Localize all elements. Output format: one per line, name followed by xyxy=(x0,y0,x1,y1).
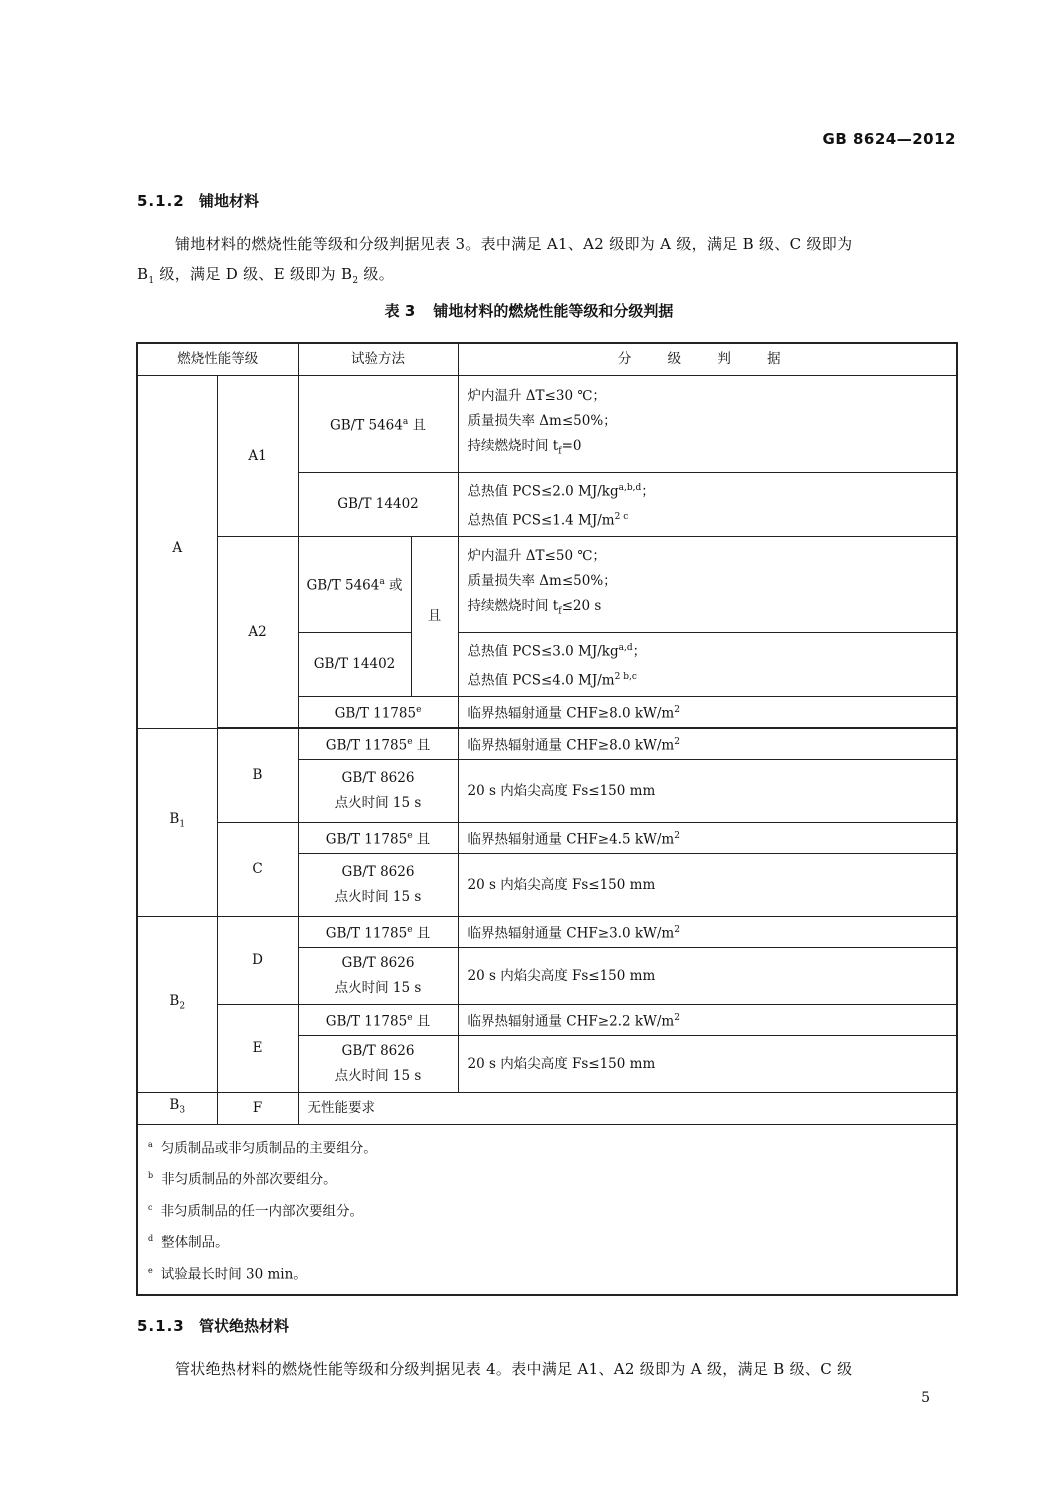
criteria-cell: 20 s 内焰尖高度 Fs≤150 mm xyxy=(458,1036,957,1093)
grade-b: B xyxy=(217,729,298,823)
criteria-cell: 总热值 PCS≤2.0 MJ/kg$^{a,b,d}$； 总热值 PCS≤1.4 $MJ/m^{2 c}$ xyxy=(458,473,957,537)
table-row xyxy=(137,376,957,473)
table-header-row xyxy=(137,343,957,376)
criteria-cell: 临界热辐射通量 CHF≥4.5 $kW/m^2$ xyxy=(458,823,957,854)
method-cell: GB/T 11785e 且 xyxy=(298,729,458,760)
method-cell: GB/T 11785e 且 xyxy=(298,1005,458,1036)
criteria-cell: 临界热辐射通量 CHF≥3.0 $kW/m^2$ xyxy=(458,917,957,948)
grade-f: F xyxy=(217,1093,298,1125)
table-label: 表 3 xyxy=(384,302,416,320)
criteria-cell: 总热值 PCS≤3.0 MJ/kg$^{a,d}$； 总热值 PCS≤4.0 $MJ/m^{2 b,c}$ xyxy=(458,633,957,697)
paragraph-5-1-2 xyxy=(137,229,957,296)
method-cell: GB/T 5464$^a$ 且 xyxy=(298,376,458,473)
grade-b3: $B_3$ xyxy=(137,1093,217,1125)
method-cell: GB/T 11785e xyxy=(298,697,458,728)
grade-a2: A2 xyxy=(217,537,298,728)
method-cell: GB/T 8626 点火时间 15 s xyxy=(298,1036,458,1093)
criteria-cell: 临界热辐射通量 CHF≥2.2 $kW/m^2$ xyxy=(458,1005,957,1036)
footnote: $^d$ 整体制品。 xyxy=(148,1234,229,1251)
method-cell: GB/T 8626 点火时间 15 s xyxy=(298,948,458,1005)
criteria-cell: 临界热辐射通量 CHF≥8.0 $kW/m^2$ xyxy=(458,697,957,728)
footnote: $^a$ 匀质制品或非匀质制品的主要组分。 xyxy=(148,1139,377,1157)
paragraph-line: 铺地材料的燃烧性能等级和分级判据见表 3。表中满足 A1、A2 级即为 A 级，满足 B 级、C 级即为 xyxy=(175,235,853,253)
paragraph-line: $B_1$ 级，满足 D 级、E 级即为 $B_2$ 级。 xyxy=(137,265,395,286)
grade-a1: A1 xyxy=(217,376,298,537)
method-cell: GB/T 14402 xyxy=(298,473,458,537)
criteria-cell: 20 s 内焰尖高度 Fs≤150 mm xyxy=(458,760,957,823)
method-cell: GB/T 11785e 且 xyxy=(298,917,458,948)
section-number: 5.1.2 xyxy=(137,192,185,210)
grade-b2: $B_2$ xyxy=(137,917,217,1093)
table-row xyxy=(137,1093,957,1125)
footnotes-row xyxy=(137,1124,957,1295)
section-title: 铺地材料 xyxy=(199,192,260,210)
table-title: 铺地材料的燃烧性能等级和分级判据 xyxy=(433,302,674,320)
table-row xyxy=(137,917,957,948)
table-row xyxy=(137,823,957,854)
table-row xyxy=(137,1005,957,1036)
section-heading-5-1-3 xyxy=(137,1315,289,1336)
method-cell: GB/T 8626 点火时间 15 s xyxy=(298,854,458,917)
criteria-cell: 无性能要求 xyxy=(298,1093,957,1125)
method-conjunction: 且 xyxy=(411,537,458,697)
section-title: 管状绝热材料 xyxy=(199,1317,290,1335)
method-cell: GB/T 8626 点火时间 15 s xyxy=(298,760,458,823)
footnote: $^b$ 非匀质制品的外部次要组分。 xyxy=(148,1171,337,1188)
grade-e: E xyxy=(217,1005,298,1093)
table-row xyxy=(137,729,957,760)
header-method: 试验方法 xyxy=(298,343,458,376)
criteria-cell: 炉内温升 ΔT≤50 ℃； 质量损失率 Δm≤50%； 持续燃烧时间 $t_f\le 20$ s xyxy=(458,537,957,633)
section-number: 5.1.3 xyxy=(137,1317,185,1335)
criteria-cell: 20 s 内焰尖高度 Fs≤150 mm xyxy=(458,854,957,917)
footnote: $^c$ 非匀质制品的任一内部次要组分。 xyxy=(148,1202,363,1220)
header-grade: 燃烧性能等级 xyxy=(137,343,298,376)
criteria-cell: 临界热辐射通量 CHF≥8.0 $kW/m^2$ xyxy=(458,729,957,760)
paragraph-line: 管状绝热材料的燃烧性能等级和分级判据见表 4。表中满足 A1、A2 级即为 A 级，满足 B 级、C 级 xyxy=(175,1360,853,1378)
criteria-cell: 20 s 内焰尖高度 Fs≤150 mm xyxy=(458,948,957,1005)
standard-number-header: GB 8624—2012 xyxy=(822,130,956,148)
footnote: $^e$ 试验最长时间 30 min。 xyxy=(148,1265,307,1283)
grade-b1: $B_1$ xyxy=(137,729,217,917)
method-cell: GB/T 11785e 且 xyxy=(298,823,458,854)
table-footnotes xyxy=(137,1124,957,1295)
classification-table xyxy=(136,342,958,1296)
page-number: 5 xyxy=(921,1390,930,1406)
section-heading-5-1-2 xyxy=(137,190,259,211)
header-criteria: 分 级 判 据 xyxy=(458,343,957,376)
method-cell: GB/T 14402 xyxy=(298,633,411,697)
paragraph-5-1-3 xyxy=(137,1354,957,1384)
grade-a: A xyxy=(137,376,217,729)
criteria-cell: 炉内温升 ΔT≤30 ℃； 质量损失率 Δm≤50%； 持续燃烧时间 $t_f=0$ xyxy=(458,376,957,473)
grade-d: D xyxy=(217,917,298,1005)
table-caption xyxy=(0,300,1058,321)
grade-c: C xyxy=(217,823,298,917)
table-row xyxy=(137,537,957,633)
method-cell: GB/T 5464$^a$ 或 xyxy=(298,537,411,633)
